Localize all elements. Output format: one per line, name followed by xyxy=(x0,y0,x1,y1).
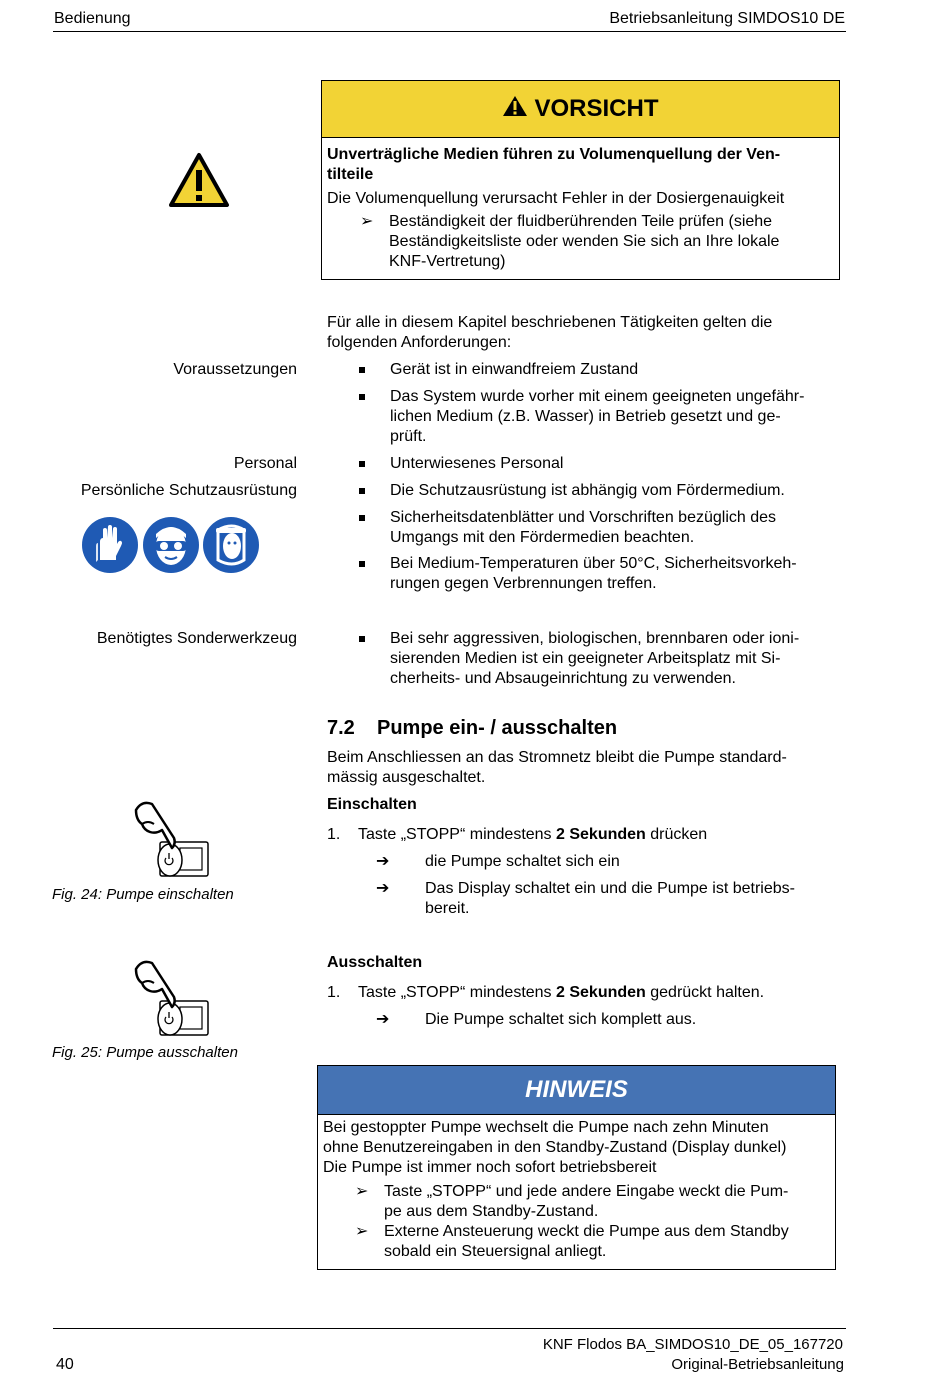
step-text: Taste „STOPP“ mindestens xyxy=(358,826,556,843)
bullet xyxy=(359,488,365,494)
bullet xyxy=(359,561,365,567)
bullet xyxy=(359,394,365,400)
result-arrow-icon: ➔ xyxy=(376,853,390,870)
warning-triangle-icon xyxy=(168,152,230,213)
step-text: gedrückt halten. xyxy=(645,984,765,1001)
requirement-text: Sicherheitsdatenblätter und Vorschriften bezüglich des xyxy=(390,509,777,526)
notice-action-line: sobald ein Steuersignal anliegt. xyxy=(384,1243,607,1260)
label-psa: Persönliche Schutzausrüstung xyxy=(80,482,297,499)
result-text: die Pumpe schaltet sich ein xyxy=(425,853,620,870)
step-number: 1. xyxy=(327,826,341,843)
hand-pressing-button-icon xyxy=(128,957,214,1044)
protective-gloves-icon xyxy=(81,516,139,579)
action-marker-icon: ➢ xyxy=(355,1183,369,1200)
bullet xyxy=(359,636,365,642)
step-number: 1. xyxy=(327,984,341,1001)
action-marker-icon: ➢ xyxy=(360,213,374,230)
intro-line: Für alle in diesem Kapitel beschriebenen Tätigkeiten gelten die xyxy=(327,314,773,331)
footer-document-id: KNF Flodos BA_SIMDOS10_DE_05_167720 xyxy=(542,1336,843,1353)
header-rule xyxy=(53,31,846,32)
requirement-text: Das System wurde vorher mit einem geeigneten ungefähr- xyxy=(390,388,805,405)
caution-action-line: KNF-Vertretung) xyxy=(389,253,506,270)
requirement-text: Die Schutzausrüstung ist abhängig vom Fördermedium. xyxy=(390,482,785,499)
step-text: Taste „STOPP“ mindestens xyxy=(358,984,556,1001)
section-intro-line: mässig ausgeschaltet. xyxy=(327,769,486,786)
notice-line: Bei gestoppter Pumpe wechselt die Pumpe nach zehn Minuten xyxy=(323,1119,769,1136)
section-title: Pumpe ein- / ausschalten xyxy=(377,717,618,739)
result-text: Die Pumpe schaltet sich komplett aus. xyxy=(425,1011,697,1028)
label-personal: Personal xyxy=(233,455,297,472)
caution-title: VORSICHT xyxy=(534,95,659,122)
notice-action-line: Taste „STOPP“ und jede andere Eingabe weckt die Pum- xyxy=(384,1183,789,1200)
label-voraussetzungen: Voraussetzungen xyxy=(173,361,297,378)
header-section-title: Bedienung xyxy=(54,10,131,27)
notice-box xyxy=(317,1065,836,1270)
page-number: 40 xyxy=(56,1356,74,1373)
einschalten-step xyxy=(358,825,707,845)
caution-action-line: Beständigkeitsliste oder wenden Sie sich an Ihre lokale xyxy=(389,233,780,250)
result-arrow-icon: ➔ xyxy=(376,880,390,897)
face-shield-icon xyxy=(202,516,260,579)
section-intro-line: Beim Anschliessen an das Stromnetz bleibt die Pumpe standard- xyxy=(327,749,787,766)
step-text: drücken xyxy=(645,826,708,843)
notice-action-line: pe aus dem Standby-Zustand. xyxy=(384,1203,599,1220)
bullet xyxy=(359,367,365,373)
footer-rule xyxy=(53,1328,846,1329)
requirement-text: Bei Medium-Temperaturen über 50°C, Sicherheitsvorkeh- xyxy=(390,555,797,572)
label-werkzeug: Benötigtes Sonderwerkzeug xyxy=(96,630,297,647)
header-document-title: Betriebsanleitung SIMDOS10 DE xyxy=(609,10,845,27)
ausschalten-step xyxy=(358,983,764,1003)
caution-action-line: Beständigkeit der fluidberührenden Teile prüfen (siehe xyxy=(389,213,773,230)
action-marker-icon: ➢ xyxy=(355,1223,369,1240)
notice-line: Die Pumpe ist immer noch sofort betriebsbereit xyxy=(323,1159,657,1176)
safety-goggles-icon xyxy=(142,516,200,579)
step-emphasis: 2 Sekunden xyxy=(556,984,646,1001)
requirement-text: Umgangs mit den Fördermedien beachten. xyxy=(390,529,695,546)
caution-heading-line: Unverträgliche Medien führen zu Volumenquellung der Ven- xyxy=(327,146,781,163)
caution-header xyxy=(322,81,839,138)
hand-pressing-button-icon xyxy=(128,798,214,885)
requirement-text: sierenden Medien ist ein geeigneter Arbeitsplatz mit Si- xyxy=(390,650,781,667)
requirement-text: Bei sehr aggressiven, biologischen, brennbaren oder ioni- xyxy=(390,630,800,647)
requirement-text: rungen gegen Verbrennungen treffen. xyxy=(390,575,657,592)
result-text: bereit. xyxy=(425,900,470,917)
notice-title: HINWEIS xyxy=(525,1076,628,1103)
notice-action-line: Externe Ansteuerung weckt die Pumpe aus dem Standby xyxy=(384,1223,789,1240)
requirement-text: prüft. xyxy=(390,428,427,445)
bullet xyxy=(359,515,365,521)
caution-heading-line: tilteile xyxy=(327,166,374,183)
requirement-text: lichen Medium (z.B. Wasser) in Betrieb gesetzt und ge- xyxy=(390,408,781,425)
result-text: Das Display schaltet ein und die Pumpe ist betriebs- xyxy=(425,880,795,897)
requirement-text: Gerät ist in einwandfreiem Zustand xyxy=(390,361,639,378)
figure-caption: Fig. 24: Pumpe einschalten xyxy=(52,886,234,903)
ausschalten-heading: Ausschalten xyxy=(327,954,423,971)
result-arrow-icon: ➔ xyxy=(376,1011,390,1028)
warning-small-icon xyxy=(502,95,528,124)
notice-line: ohne Benutzereingaben in den Standby-Zustand (Display dunkel) xyxy=(323,1139,787,1156)
einschalten-heading: Einschalten xyxy=(327,796,417,813)
requirement-text: Unterwiesenes Personal xyxy=(390,455,564,472)
bullet xyxy=(359,461,365,467)
footer-document-type: Original-Betriebsanleitung xyxy=(671,1356,844,1373)
figure-caption: Fig. 25: Pumpe ausschalten xyxy=(52,1044,238,1061)
requirement-text: cherheits- und Absaugeinrichtung zu verwenden. xyxy=(390,670,736,687)
caution-box xyxy=(321,80,840,280)
intro-line: folgenden Anforderungen: xyxy=(327,334,512,351)
step-emphasis: 2 Sekunden xyxy=(556,826,646,843)
notice-header xyxy=(318,1066,835,1115)
caution-text: Die Volumenquellung verursacht Fehler in der Dosiergenauigkeit xyxy=(327,190,785,207)
section-number: 7.2 xyxy=(327,717,355,739)
